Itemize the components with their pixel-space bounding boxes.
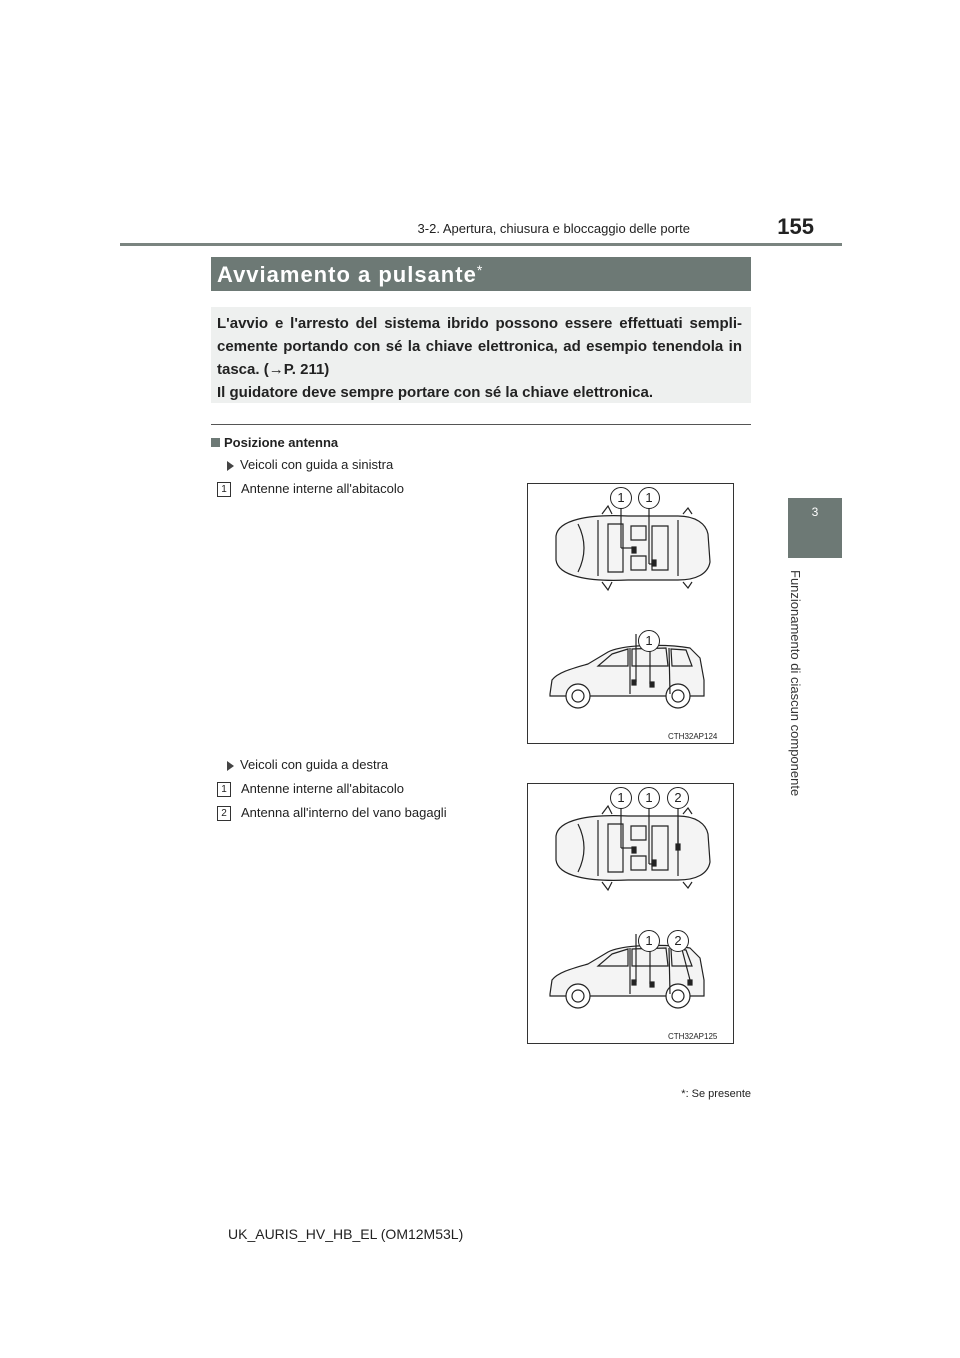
page-title: [217, 262, 483, 288]
callout-1: 1: [638, 787, 660, 809]
chapter-number: 3: [811, 505, 819, 519]
page-number: 155: [777, 214, 814, 239]
number-box: 1: [217, 482, 231, 497]
car-diagram-lhd: [528, 484, 733, 743]
chapter-title: Funzionamento di ciascun componente: [788, 570, 803, 797]
callout-1: 1: [638, 630, 660, 652]
rhd-item-1-text: Antenne interne all'abitacolo: [241, 781, 404, 796]
page-reference-link[interactable]: P. 211): [283, 361, 330, 378]
figure-code: CTH32AP125: [668, 1032, 718, 1041]
chapter-title-vertical: [773, 570, 813, 810]
asterisk-icon: *: [681, 1088, 686, 1100]
callout-1: 1: [638, 487, 660, 509]
callout-1: 1: [610, 787, 632, 809]
callout-2: 2: [667, 930, 689, 952]
section-heading: [211, 435, 338, 450]
callout-1: 1: [610, 487, 632, 509]
intro-line1: L'avvio e l'arresto del sistema ibrido possono essere effettuati sempli-cemente portando con sé la chiave elettronica, ad esempio tenendola in tasca. (: [217, 315, 742, 378]
square-bullet-icon: [211, 438, 220, 447]
intro-line2: Il guidatore deve sempre portare con sé la chiave elettronica.: [217, 384, 653, 401]
number-box: 1: [217, 782, 231, 797]
page-title-text: Avviamento a pulsante: [217, 262, 477, 287]
callout-2: 2: [667, 787, 689, 809]
header-section-title: 3-2. Apertura, chiusura e bloccaggio delle porte: [417, 221, 690, 236]
lhd-subheading: [227, 457, 393, 472]
rhd-antenna-figure: [527, 783, 734, 1044]
intro-text: [217, 312, 742, 404]
rhd-item-1: [217, 781, 404, 797]
header-rule: [120, 243, 842, 246]
car-diagram-rhd: [528, 784, 733, 1043]
arrow-icon: →: [268, 361, 284, 378]
lhd-item-1-text: Antenne interne all'abitacolo: [241, 481, 404, 496]
rhd-item-2: [217, 805, 447, 821]
figure-code: CTH32AP124: [668, 732, 718, 741]
rhd-label: Veicoli con guida a destra: [240, 757, 389, 772]
rhd-item-2-text: Antenna all'interno del vano bagagli: [241, 805, 447, 820]
asterisk-icon: *: [476, 262, 484, 278]
lhd-antenna-figure: [527, 483, 734, 744]
number-box: 2: [217, 806, 231, 821]
section-heading-text: Posizione antenna: [224, 435, 339, 450]
footer-model-code: UK_AURIS_HV_HB_EL (OM12M53L): [228, 1226, 464, 1242]
triangle-right-icon: [227, 461, 234, 471]
section-rule: [211, 424, 751, 425]
lhd-label: Veicoli con guida a sinistra: [240, 457, 394, 472]
lhd-item-1: [217, 481, 404, 497]
rhd-subheading: [227, 757, 388, 772]
callout-1: 1: [638, 930, 660, 952]
triangle-right-icon: [227, 761, 234, 771]
footnote: [560, 1088, 751, 1100]
footnote-text: : Se presente: [685, 1088, 751, 1100]
